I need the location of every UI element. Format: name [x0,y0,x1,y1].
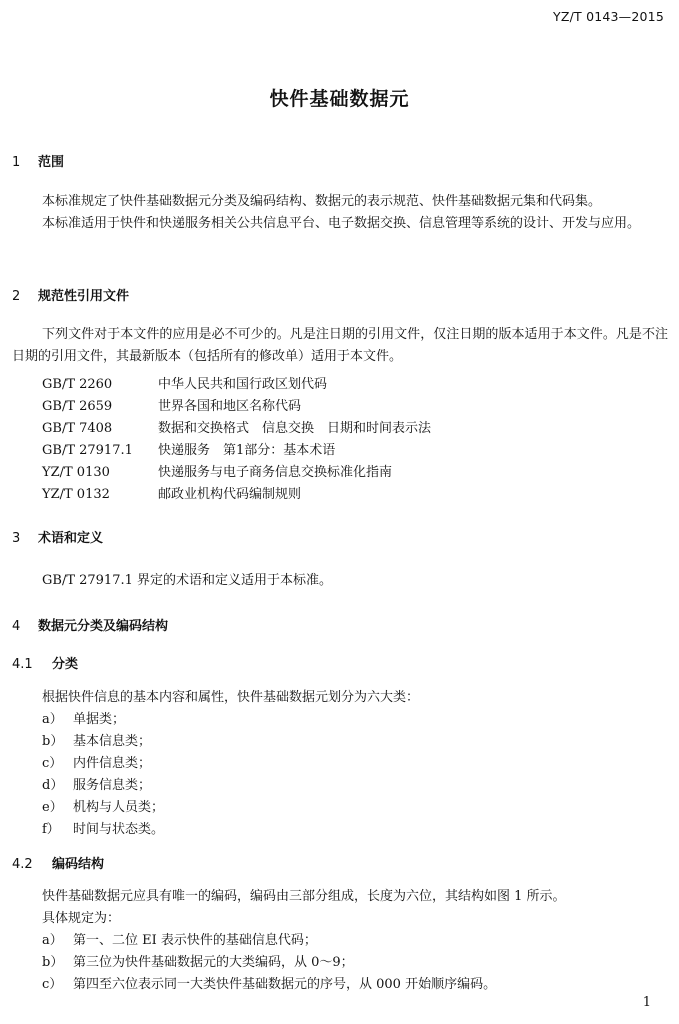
section-4-1-heading [12,653,78,672]
section-3-heading [12,527,103,546]
list-item-marker: f） [42,822,60,837]
section-4-title: 数据元分类及编码结构 [38,619,169,634]
reference-row [42,439,335,458]
reference-name: 快递服务 第1部分：基本术语 [158,443,336,458]
list-item-marker: c） [42,977,63,992]
list-item [42,752,151,771]
reference-row [42,417,431,436]
reference-name: 中华人民共和国行政区划代码 [158,377,328,392]
section-2-heading [12,285,129,304]
list-item-text: 第三位为快件基础数据元的大类编码，从 0～9； [73,955,354,970]
list-item [42,818,164,837]
list-item-text: 内件信息类； [73,756,152,771]
standard-code: YZ/T 0143—2015 [553,9,664,24]
page-number: 1 [642,995,651,1010]
reference-code: GB/T 2260 [42,377,113,392]
list-item [42,929,317,948]
reference-code: GB/T 27917.1 [42,443,133,458]
section-3-paragraph: GB/T 27917.1 界定的术语和定义适用于本标准。 [42,573,333,588]
section-1-paragraph-1: 本标准规定了快件基础数据元分类及编码结构、数据元的表示规范、快件基础数据元集和代码集。 [42,194,602,209]
section-4-heading [12,615,168,634]
list-item-marker: a） [42,712,63,727]
list-item [42,796,164,815]
section-4-2-paragraph-2: 具体规定为： [42,911,121,926]
reference-name: 邮政业机构代码编制规则 [158,487,302,502]
list-item-text: 第一、二位 EI 表示快件的基础信息代码； [73,933,317,948]
section-1-title: 范围 [38,155,65,170]
section-4-2-heading [12,853,104,872]
section-2-intro: 下列文件对于本文件的应用是必不可少的。凡是注日期的引用文件，仅注日期的版本适用于本文件。凡是不注日期的引用文件，其最新版本（包括所有的修改单）适用于本文件。 [12,327,668,364]
section-4-1-number: 4.1 [12,657,33,672]
list-item [42,774,151,793]
section-4-number: 4 [12,619,21,634]
reference-code: GB/T 2659 [42,399,113,414]
list-item-marker: c） [42,756,63,771]
reference-name: 快递服务与电子商务信息交换标准化指南 [158,465,393,480]
reference-code: YZ/T 0130 [42,465,110,480]
reference-code: YZ/T 0132 [42,487,110,502]
list-item [42,708,125,727]
list-item-text: 服务信息类； [73,778,152,793]
reference-name: 世界各国和地区名称代码 [158,399,302,414]
section-4-1-intro: 根据快件信息的基本内容和属性，快件基础数据元划分为六大类： [42,690,420,705]
section-2-title: 规范性引用文件 [38,289,130,304]
section-2-number: 2 [12,289,21,304]
section-4-1-title: 分类 [52,657,79,672]
reference-name: 数据和交换格式 信息交换 日期和时间表示法 [158,421,432,436]
section-4-2-number: 4.2 [12,857,33,872]
list-item-text: 时间与状态类。 [73,822,165,837]
list-item [42,973,496,992]
reference-row [42,373,327,392]
reference-row [42,395,301,414]
reference-code: GB/T 7408 [42,421,113,436]
list-item-marker: d） [42,778,64,793]
list-item-marker: b） [42,955,64,970]
section-1-paragraph-2: 本标准适用于快件和快递服务相关公共信息平台、电子数据交换、信息管理等系统的设计、开发与应用。 [42,216,641,231]
document-title: 快件基础数据元 [269,88,410,110]
list-item-text: 第四至六位表示同一大类快件基础数据元的序号，从 000 开始顺序编码。 [73,977,497,992]
list-item-marker: b） [42,734,64,749]
list-item [42,730,151,749]
section-4-2-paragraph-1: 快件基础数据元应具有唯一的编码，编码由三部分组成，长度为六位，其结构如图 1 所示。 [42,889,566,904]
section-1-heading [12,151,64,170]
list-item-text: 机构与人员类； [73,800,165,815]
section-3-title: 术语和定义 [38,531,104,546]
reference-row [42,461,392,480]
list-item-marker: e） [42,800,63,815]
list-item [42,951,354,970]
section-3-number: 3 [12,531,21,546]
reference-row [42,483,301,502]
list-item-text: 基本信息类； [73,734,152,749]
section-4-2-title: 编码结构 [52,857,105,872]
list-item-text: 单据类； [73,712,126,727]
section-1-number: 1 [12,155,21,170]
list-item-marker: a） [42,933,63,948]
